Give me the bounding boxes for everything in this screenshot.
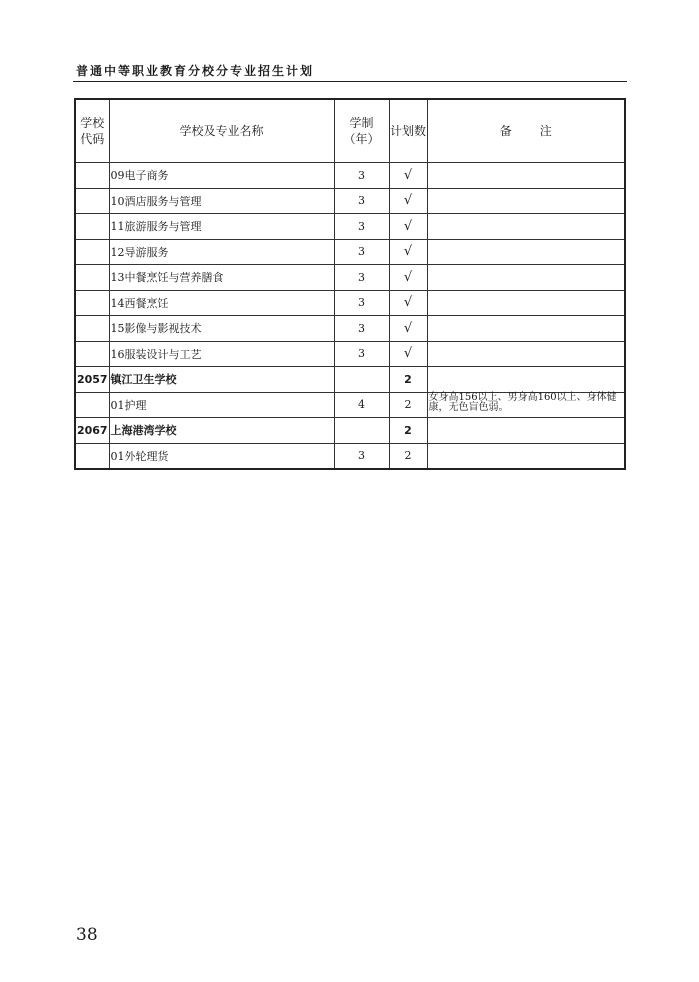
years-cell: 3 xyxy=(334,214,389,240)
school-row xyxy=(75,367,625,393)
major-name-cell: 13中餐烹饪与营养膳食 xyxy=(109,265,334,291)
plan-count-cell: √ xyxy=(389,214,427,240)
school-code-cell xyxy=(75,290,109,316)
plan-count-cell: √ xyxy=(389,188,427,214)
table-row xyxy=(75,392,625,418)
header-plan-count: 计划数 xyxy=(389,99,427,163)
note-cell xyxy=(427,290,625,316)
note-cell xyxy=(427,163,625,189)
school-code-cell xyxy=(75,163,109,189)
note-cell xyxy=(427,265,625,291)
school-code-cell xyxy=(75,188,109,214)
header-rule xyxy=(73,81,627,82)
plan-count-cell: √ xyxy=(389,163,427,189)
school-code-cell xyxy=(75,392,109,418)
years-cell: 3 xyxy=(334,239,389,265)
years-cell xyxy=(334,367,389,393)
years-cell xyxy=(334,418,389,444)
school-name-cell: 上海港湾学校 xyxy=(109,418,334,444)
header-notes xyxy=(427,99,625,163)
note-cell: 女身高156以上、男身高160以上、身体健康，无色盲色弱。 xyxy=(427,392,625,418)
major-name-cell: 09电子商务 xyxy=(109,163,334,189)
note-cell xyxy=(427,443,625,469)
table-row xyxy=(75,341,625,367)
header-school-major-name: 学校及专业名称 xyxy=(109,99,334,163)
major-name-cell: 10酒店服务与管理 xyxy=(109,188,334,214)
school-code-cell xyxy=(75,214,109,240)
major-name-cell: 12导游服务 xyxy=(109,239,334,265)
plan-count-cell: √ xyxy=(389,265,427,291)
years-cell: 3 xyxy=(334,316,389,342)
major-name-cell: 01护理 xyxy=(109,392,334,418)
table-row xyxy=(75,214,625,240)
plan-count-cell: √ xyxy=(389,239,427,265)
school-code-cell xyxy=(75,341,109,367)
major-name-cell: 14西餐烹饪 xyxy=(109,290,334,316)
note-cell xyxy=(427,316,625,342)
years-cell: 3 xyxy=(334,290,389,316)
major-name-cell: 11旅游服务与管理 xyxy=(109,214,334,240)
running-head: 普通中等职业教育分校分专业招生计划 xyxy=(76,64,315,78)
header-years: 学制（年） xyxy=(334,99,389,163)
table-row xyxy=(75,163,625,189)
table-row xyxy=(75,290,625,316)
plan-count-cell: 2 xyxy=(389,418,427,444)
school-code-cell: 2057 xyxy=(75,367,109,393)
table-row xyxy=(75,443,625,469)
note-cell xyxy=(427,367,625,393)
header-school-code: 学校代码 xyxy=(75,99,109,163)
years-cell: 3 xyxy=(334,265,389,291)
school-code-cell xyxy=(75,443,109,469)
years-cell: 3 xyxy=(334,188,389,214)
table-row xyxy=(75,265,625,291)
enrollment-plan-table xyxy=(74,98,626,470)
table-header-row xyxy=(75,99,625,163)
school-row xyxy=(75,418,625,444)
major-name-cell: 01外轮理货 xyxy=(109,443,334,469)
plan-count-cell: 2 xyxy=(389,443,427,469)
school-name-cell: 镇江卫生学校 xyxy=(109,367,334,393)
note-cell xyxy=(427,188,625,214)
years-cell: 3 xyxy=(334,443,389,469)
plan-count-cell: 2 xyxy=(389,392,427,418)
years-cell: 4 xyxy=(334,392,389,418)
page-number: 38 xyxy=(76,925,98,945)
school-code-cell xyxy=(75,265,109,291)
major-name-cell: 16服装设计与工艺 xyxy=(109,341,334,367)
plan-count-cell: √ xyxy=(389,290,427,316)
school-code-cell: 2067 xyxy=(75,418,109,444)
plan-count-cell: 2 xyxy=(389,367,427,393)
plan-count-cell: √ xyxy=(389,341,427,367)
header-notes-char-2: 注 xyxy=(539,124,552,138)
years-cell: 3 xyxy=(334,341,389,367)
table-row xyxy=(75,188,625,214)
plan-count-cell: √ xyxy=(389,316,427,342)
years-cell: 3 xyxy=(334,163,389,189)
note-cell xyxy=(427,239,625,265)
school-code-cell xyxy=(75,316,109,342)
table-row xyxy=(75,239,625,265)
school-code-cell xyxy=(75,239,109,265)
table-row xyxy=(75,316,625,342)
note-cell xyxy=(427,418,625,444)
header-notes-char-1: 备 xyxy=(499,124,512,138)
note-cell xyxy=(427,214,625,240)
note-cell xyxy=(427,341,625,367)
major-name-cell: 15影像与影视技术 xyxy=(109,316,334,342)
